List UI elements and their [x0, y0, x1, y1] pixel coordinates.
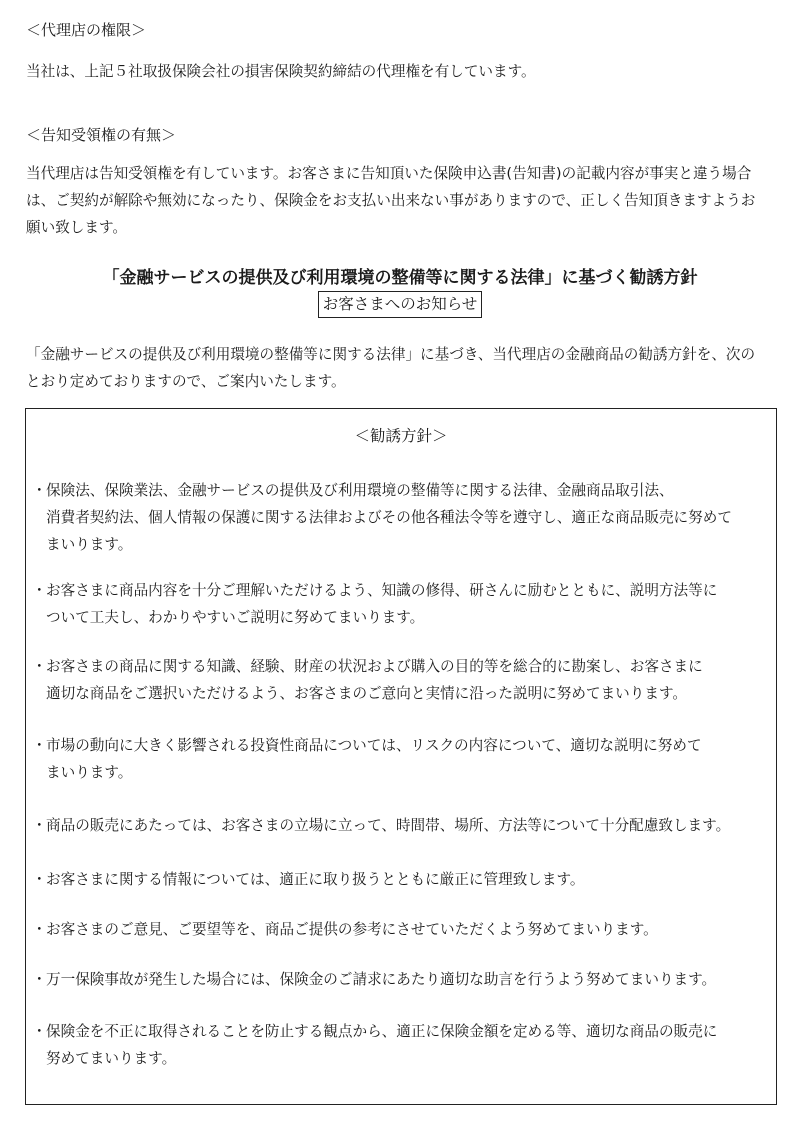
policy-item-line: 商品の販売にあたっては、お客さまの立場に立って、時間帯、場所、方法等について十分配慮致します。: [46, 817, 731, 834]
notification-line: 願い致します。: [26, 219, 127, 236]
policy-item-line: 保険金を不正に取得されることを防止する観点から、適正に保険金額を定める等、適切な商品の販売に: [46, 1023, 718, 1040]
bullet: ・: [32, 971, 47, 988]
bullet: ・: [32, 482, 47, 499]
policy-item-line: お客さまに商品内容を十分ご理解いただけるよう、知識の修得、研さんに励むとともに、説明方法等に: [46, 582, 718, 599]
policy-item-line: ついて工夫し、わかりやすいご説明に努めてまいります。: [46, 609, 425, 626]
policy-item-line: お客さまのご意見、ご要望等を、商品ご提供の参考にさせていただくよう努めてまいります。: [46, 921, 658, 938]
policy-item-line: 保険法、保険業法、金融サービスの提供及び利用環境の整備等に関する法律、金融商品取引法、: [46, 482, 674, 499]
notification-line: 当代理店は告知受領権を有しています。お客さまに告知頂いた保険申込書(告知書)の記載内容が事実と違う場合: [26, 165, 752, 182]
policy-intro: [26, 341, 778, 395]
bullet: ・: [32, 817, 47, 834]
policy-item-line: お客さまに関する情報については、適正に取り扱うとともに厳正に管理致します。: [46, 871, 585, 888]
policy-intro-line: とおり定めておりますので、ご案内いたします。: [26, 373, 346, 390]
policy-item: [32, 916, 770, 943]
policy-item-line: 適切な商品をご選択いただけるよう、お客さまのご意向と実情に沿った説明に努めてまいります。: [46, 685, 687, 702]
bullet: ・: [32, 737, 47, 754]
policy-intro-line: 「金融サービスの提供及び利用環境の整備等に関する法律」に基づき、当代理店の金融商品の勧誘方針を、次の: [26, 346, 756, 363]
bullet: ・: [32, 582, 47, 599]
policy-item-line: 市場の動向に大きく影響される投資性商品については、リスクの内容について、適切な説明に努めて: [46, 737, 702, 754]
policy-item: [32, 966, 770, 993]
bullet: ・: [32, 871, 47, 888]
policy-item-line: お客さまの商品に関する知識、経験、財産の状況および購入の目的等を総合的に勘案し、お客さまに: [46, 658, 703, 675]
policy-item-line: まいります。: [46, 764, 133, 781]
policy-item: [32, 1018, 770, 1072]
notification-authority-text: [26, 160, 778, 241]
bullet: ・: [32, 658, 47, 675]
policy-item: [32, 577, 770, 631]
policy-item: [32, 732, 770, 786]
notification-line: は、ご契約が解除や無効になったり、保険金をお支払い出来ない事がありますので、正しく告知頂きますようお: [26, 192, 756, 209]
notification-authority-heading: ＜告知受領権の有無＞: [26, 126, 177, 144]
policy-item-line: 万一保険事故が発生した場合には、保険金のご請求にあたり適切な助言を行うよう努めてまいります。: [46, 971, 717, 988]
policy-item: [32, 653, 770, 707]
policy-item-line: まいります。: [46, 536, 133, 553]
agency-authority-text: [26, 58, 778, 85]
bullet: ・: [32, 1023, 47, 1040]
policy-item-line: 消費者契約法、個人情報の保護に関する法律およびその他各種法令等を遵守し、適正な商品販売に努めて: [46, 509, 732, 526]
notice-label-wrap: [0, 291, 800, 318]
policy-box: [25, 408, 777, 1105]
policy-title: 「金融サービスの提供及び利用環境の整備等に関する法律」に基づく勧誘方針: [102, 268, 698, 288]
agency-authority-heading: ＜代理店の権限＞: [26, 21, 147, 39]
policy-item: [32, 866, 770, 893]
policy-item: [32, 477, 770, 558]
policy-item-line: 努めてまいります。: [46, 1050, 177, 1067]
bullet: ・: [32, 921, 47, 938]
notice-label: お客さまへのお知らせ: [318, 291, 483, 318]
agency-authority-line: 当社は、上記５社取扱保険会社の損害保険契約締結の代理権を有しています。: [26, 63, 536, 80]
policy-box-title: ＜勧誘方針＞: [354, 427, 448, 445]
policy-item: [32, 812, 770, 839]
